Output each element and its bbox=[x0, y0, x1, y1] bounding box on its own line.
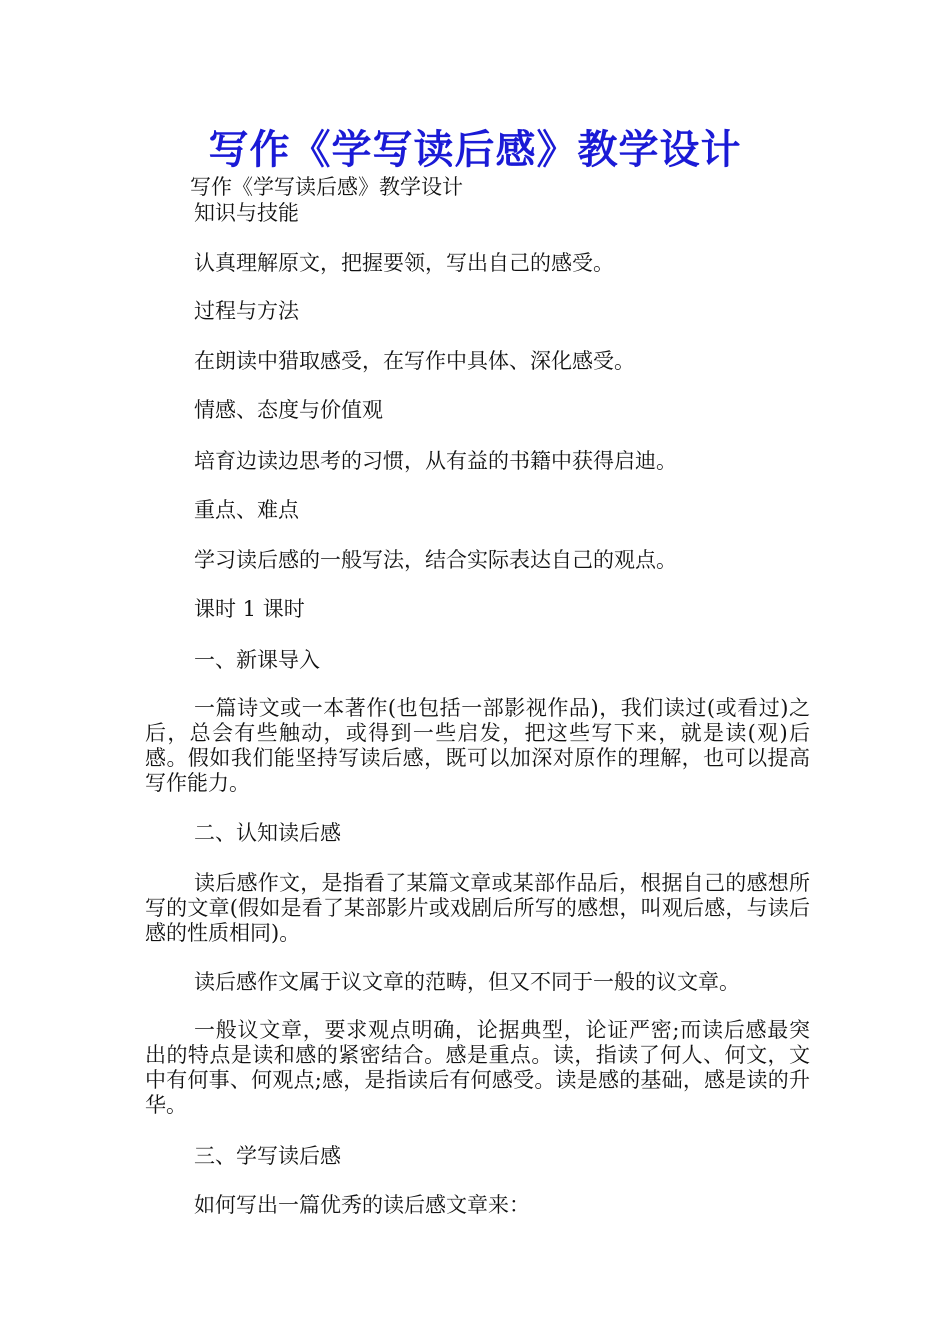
part3-heading: 三、学写读后感 bbox=[194, 1144, 341, 1168]
key-heading: 重点、难点 bbox=[194, 498, 299, 522]
part2-paragraph-3: 一般议文章，要求观点明确，论据典型，论证严密;而读后感最突出的特点是读和感的紧密结合。感是重点。读，指读了何人、何文，文中有何事、何观点;感，是指读后有何感受。读是感的基础，感是读的升华。 bbox=[145, 1018, 810, 1117]
document-title: 写作《学写读后感》教学设计 bbox=[208, 126, 742, 173]
process-heading: 过程与方法 bbox=[194, 299, 299, 323]
knowledge-heading: 知识与技能 bbox=[194, 201, 299, 225]
emotion-text: 培育边读边思考的习惯，从有益的书籍中获得启迪。 bbox=[194, 449, 677, 473]
emotion-heading: 情感、态度与价值观 bbox=[194, 398, 383, 422]
part1-paragraph: 一篇诗文或一本著作(也包括一部影视作品)，我们读过(或看过)之后，总会有些触动，或得到一些启发，把这些写下来，就是读(观)后感。假如我们能坚持写读后感，既可以加深对原作的理解，也可以提高写作能力。 bbox=[145, 696, 810, 795]
part2-heading: 二、认知读后感 bbox=[194, 821, 341, 845]
part3-paragraph: 如何写出一篇优秀的读后感文章来： bbox=[194, 1193, 530, 1217]
class-hours: 课时 1 课时 bbox=[194, 597, 305, 621]
document-subtitle: 写作《学写读后感》教学设计 bbox=[190, 175, 463, 199]
process-text: 在朗读中猎取感受，在写作中具体、深化感受。 bbox=[194, 349, 635, 373]
key-text: 学习读后感的一般写法，结合实际表达自己的观点。 bbox=[194, 548, 677, 572]
part1-heading: 一、新课导入 bbox=[194, 648, 320, 672]
part2-paragraph-2: 读后感作文属于议文章的范畴，但又不同于一般的议文章。 bbox=[194, 970, 740, 994]
part2-paragraph-1: 读后感作文，是指看了某篇文章或某部作品后，根据自己的感想所写的文章(假如是看了某部影片或戏剧后所写的感想，叫观后感，与读后感的性质相同)。 bbox=[145, 871, 810, 945]
knowledge-text: 认真理解原文，把握要领，写出自己的感受。 bbox=[194, 251, 614, 275]
